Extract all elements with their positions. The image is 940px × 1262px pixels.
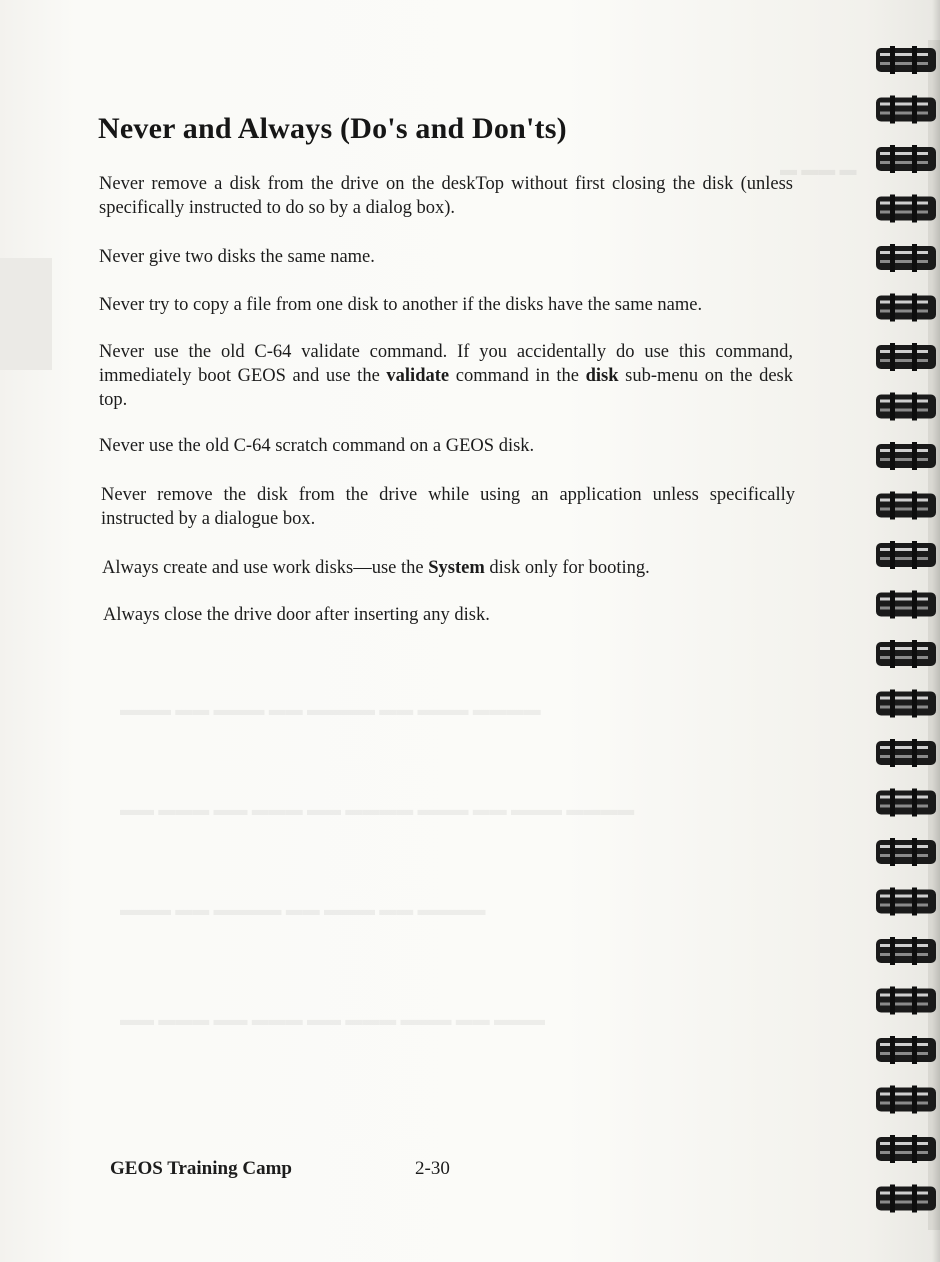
binding-coil [876, 541, 936, 569]
bleed-through: ▬▬▬ ▬▬ ▬▬▬▬ ▬▬ ▬▬▬ ▬▬ ▬▬▬▬ [120, 900, 486, 919]
bleed-through: ▬▬▬ ▬▬ ▬▬▬ ▬▬ ▬▬▬▬ ▬▬ ▬▬▬ ▬▬▬▬ [120, 700, 541, 719]
binding-coil [876, 789, 936, 817]
spiral-binding [872, 40, 940, 1230]
footer-title: GEOS Training Camp [110, 1158, 292, 1179]
rule-text: command in the [449, 366, 586, 386]
binding-coil [876, 1185, 936, 1213]
bleed-through: ▬ ▬▬ ▬ [780, 160, 857, 179]
rule-paragraph: Never use the old C-64 scratch command on a GEOS disk. [99, 436, 535, 456]
binding-coil [876, 937, 936, 965]
binding-coil [876, 888, 936, 916]
binding-coil [876, 739, 936, 767]
binding-coil [876, 492, 936, 520]
binding-coil [876, 96, 936, 124]
binding-coil [876, 640, 936, 668]
rule-paragraph: Never remove the disk from the drive while using an application unless specifically instructed by a dialogue box. [101, 485, 795, 529]
binding-coil [876, 46, 936, 74]
page-edge-shadow [932, 0, 940, 1262]
page-edge-tab [0, 258, 52, 370]
bleed-through: ▬▬ ▬▬▬ ▬▬ ▬▬▬ ▬▬ ▬▬▬ ▬▬▬ ▬▬ ▬▬▬ [120, 1010, 545, 1029]
binding-coil [876, 690, 936, 718]
rule-paragraph: Never try to copy a file from one disk to another if the disks have the same name. [99, 295, 703, 315]
menu-name: disk [585, 366, 619, 386]
binding-coil [876, 838, 936, 866]
binding-coil [876, 1086, 936, 1114]
rule-paragraph: Never give two disks the same name. [99, 247, 375, 267]
binding-coil [876, 294, 936, 322]
binding-coil [876, 343, 936, 371]
bleed-through: ▬▬ ▬▬▬ ▬▬ ▬▬▬ ▬▬ ▬▬▬▬ ▬▬▬ ▬▬ ▬▬▬ ▬▬▬▬ [120, 800, 635, 819]
command-name: validate [386, 366, 450, 386]
binding-coil [876, 442, 936, 470]
rule-paragraph: Never remove a disk from the drive on the deskTop without first closing the disk (unless specifically instructed to do so by a dialog box). [99, 174, 793, 218]
binding-coil [876, 145, 936, 173]
rule-text: sub-menu on the desk top. [99, 366, 793, 410]
binding-coil [876, 987, 936, 1015]
rule-paragraph: Always close the drive door after inserting any disk. [103, 605, 490, 625]
rule-text: Always create and use work disks—use the [102, 558, 429, 578]
rule-text: disk only for booting. [484, 558, 650, 578]
rule-paragraph [102, 556, 796, 580]
page-title: Never and Always (Do's and Don'ts) [98, 112, 567, 145]
binding-coil [876, 591, 936, 619]
binding-coil [876, 195, 936, 223]
binding-coil [876, 393, 936, 421]
rule-text: Never use the old C-64 validate command. If you accidentally do use this command, immediately boot GEOS and use the [99, 342, 793, 386]
disk-name: System [428, 558, 485, 578]
binding-coil [876, 1135, 936, 1163]
binding-coil [876, 244, 936, 272]
page-number: 2-30 [415, 1158, 450, 1179]
rule-paragraph [99, 340, 793, 412]
binding-coil [876, 1036, 936, 1064]
